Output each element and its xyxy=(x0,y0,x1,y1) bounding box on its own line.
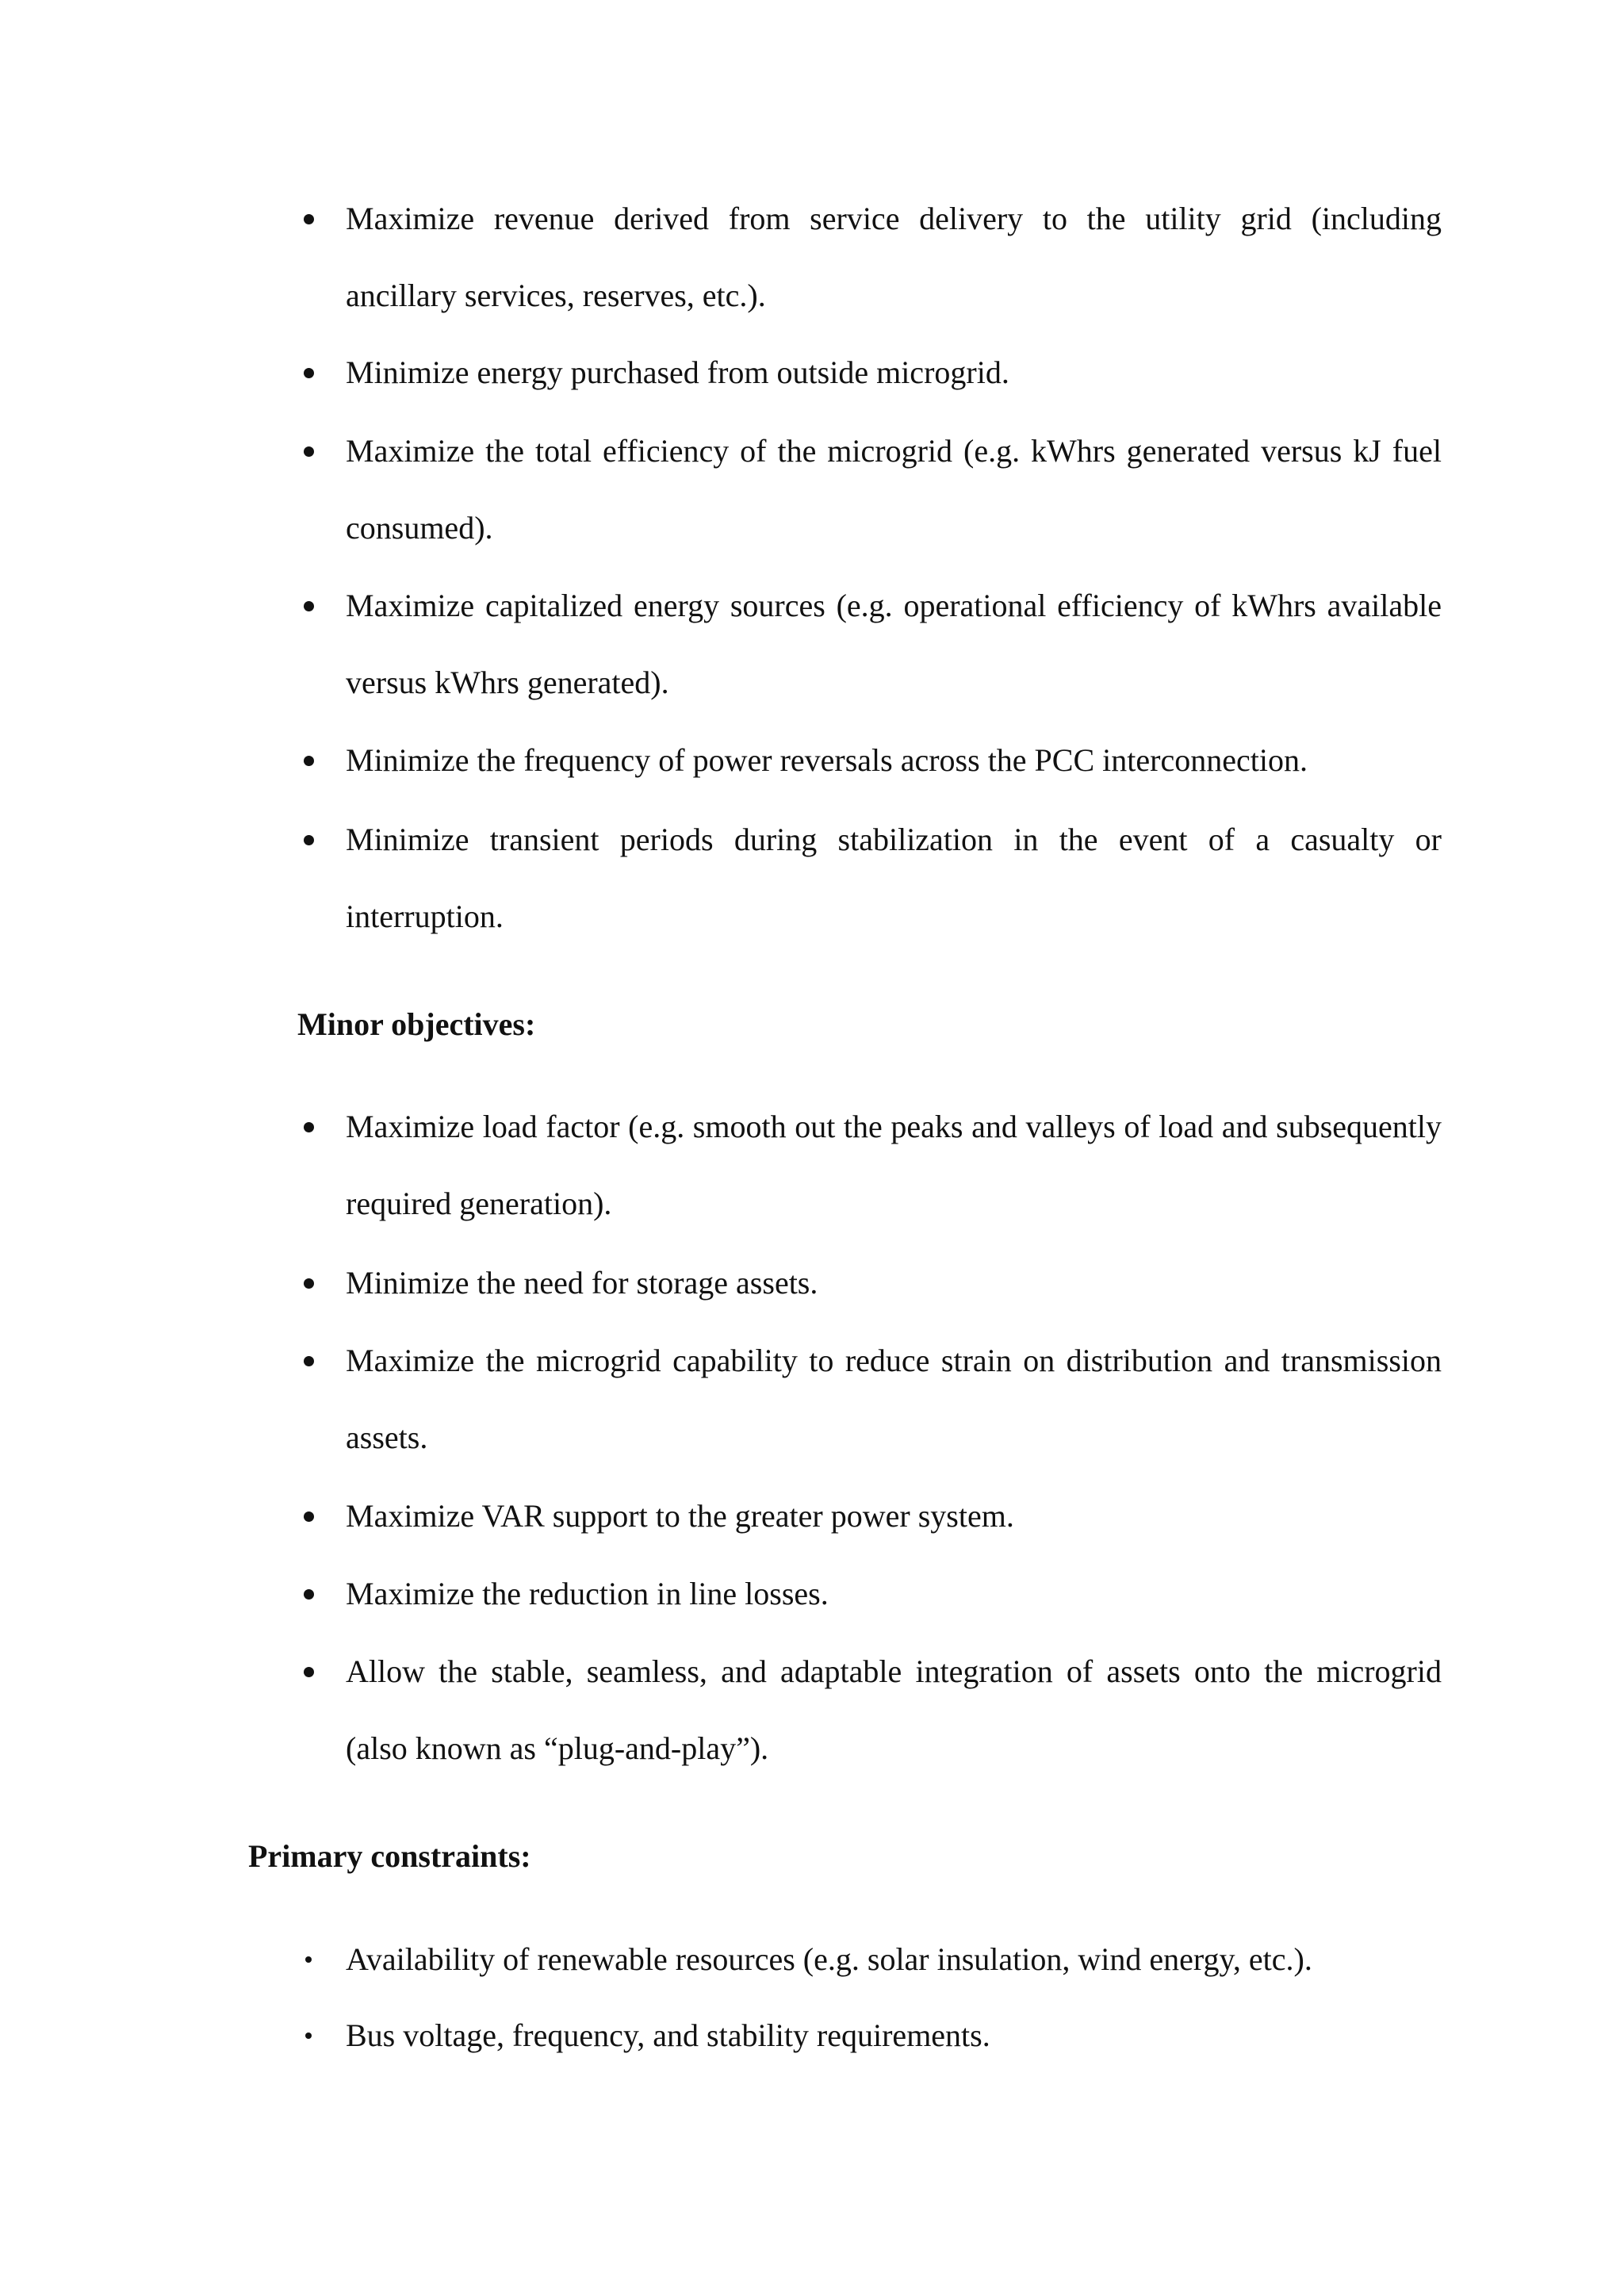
list-item-text: Minimize transient periods during stabilization in the event of a casualty or interruption. xyxy=(346,822,1442,934)
list-item xyxy=(346,1244,1442,1321)
section-heading-minor-objectives: Minor objectives: xyxy=(297,1006,536,1042)
bullet-icon xyxy=(297,334,320,378)
list-item xyxy=(346,180,1442,334)
list-item-text: Minimize the frequency of power reversals across the PCC interconnection. xyxy=(346,742,1308,778)
bullet-icon xyxy=(297,567,320,611)
list-item xyxy=(346,722,1442,799)
list-item-text: Maximize VAR support to the greater power system. xyxy=(346,1498,1014,1534)
list-item xyxy=(346,1477,1442,1554)
list-item xyxy=(346,334,1442,411)
bullet-icon xyxy=(297,722,320,766)
list-item xyxy=(346,1633,1442,1787)
bullet-icon xyxy=(297,180,320,224)
list-item xyxy=(346,1921,1442,1998)
list-item-text: Maximize the total efficiency of the microgrid (e.g. kWhrs generated versus kJ fuel consumed). xyxy=(346,433,1442,546)
bullet-icon xyxy=(297,1477,320,1522)
list-item xyxy=(346,1555,1442,1632)
bullet-icon xyxy=(297,1921,320,1963)
list-item-text: Minimize the need for storage assets. xyxy=(346,1265,818,1301)
list-item xyxy=(346,412,1442,566)
list-item-text: Allow the stable, seamless, and adaptable integration of assets onto the microgrid (also known as “plug-and-play”). xyxy=(346,1653,1442,1766)
bullet-icon xyxy=(297,1244,320,1289)
list-item-text: Bus voltage, frequency, and stability requirements. xyxy=(346,2017,990,2053)
list-item-text: Maximize capitalized energy sources (e.g. operational efficiency of kWhrs available versus kWhrs generated). xyxy=(346,588,1442,700)
list-item-text: Maximize the microgrid capability to reduce strain on distribution and transmission assets. xyxy=(346,1343,1442,1455)
bullet-icon xyxy=(297,1322,320,1366)
bullet-icon xyxy=(297,1633,320,1677)
bullet-icon xyxy=(297,412,320,457)
list-item-text: Maximize the reduction in line losses. xyxy=(346,1576,829,1611)
list-item xyxy=(346,1997,1442,2074)
bullet-icon xyxy=(297,1088,320,1132)
section-heading-primary-constraints: Primary constraints: xyxy=(248,1838,531,1874)
list-item xyxy=(346,1322,1442,1476)
list-item-text: Minimize energy purchased from outside microgrid. xyxy=(346,354,1009,390)
list-item xyxy=(346,801,1442,955)
bullet-icon xyxy=(297,1997,320,2039)
list-item-text: Maximize revenue derived from service delivery to the utility grid (including ancillary services, reserves, etc.). xyxy=(346,201,1442,313)
list-item-text: Maximize load factor (e.g. smooth out the peaks and valleys of load and subsequently required generation). xyxy=(346,1109,1442,1221)
list-item xyxy=(346,567,1442,721)
list-item-text: Availability of renewable resources (e.g. solar insulation, wind energy, etc.). xyxy=(346,1941,1312,1977)
bullet-icon xyxy=(297,801,320,845)
bullet-icon xyxy=(297,1555,320,1600)
list-item xyxy=(346,1088,1442,1242)
